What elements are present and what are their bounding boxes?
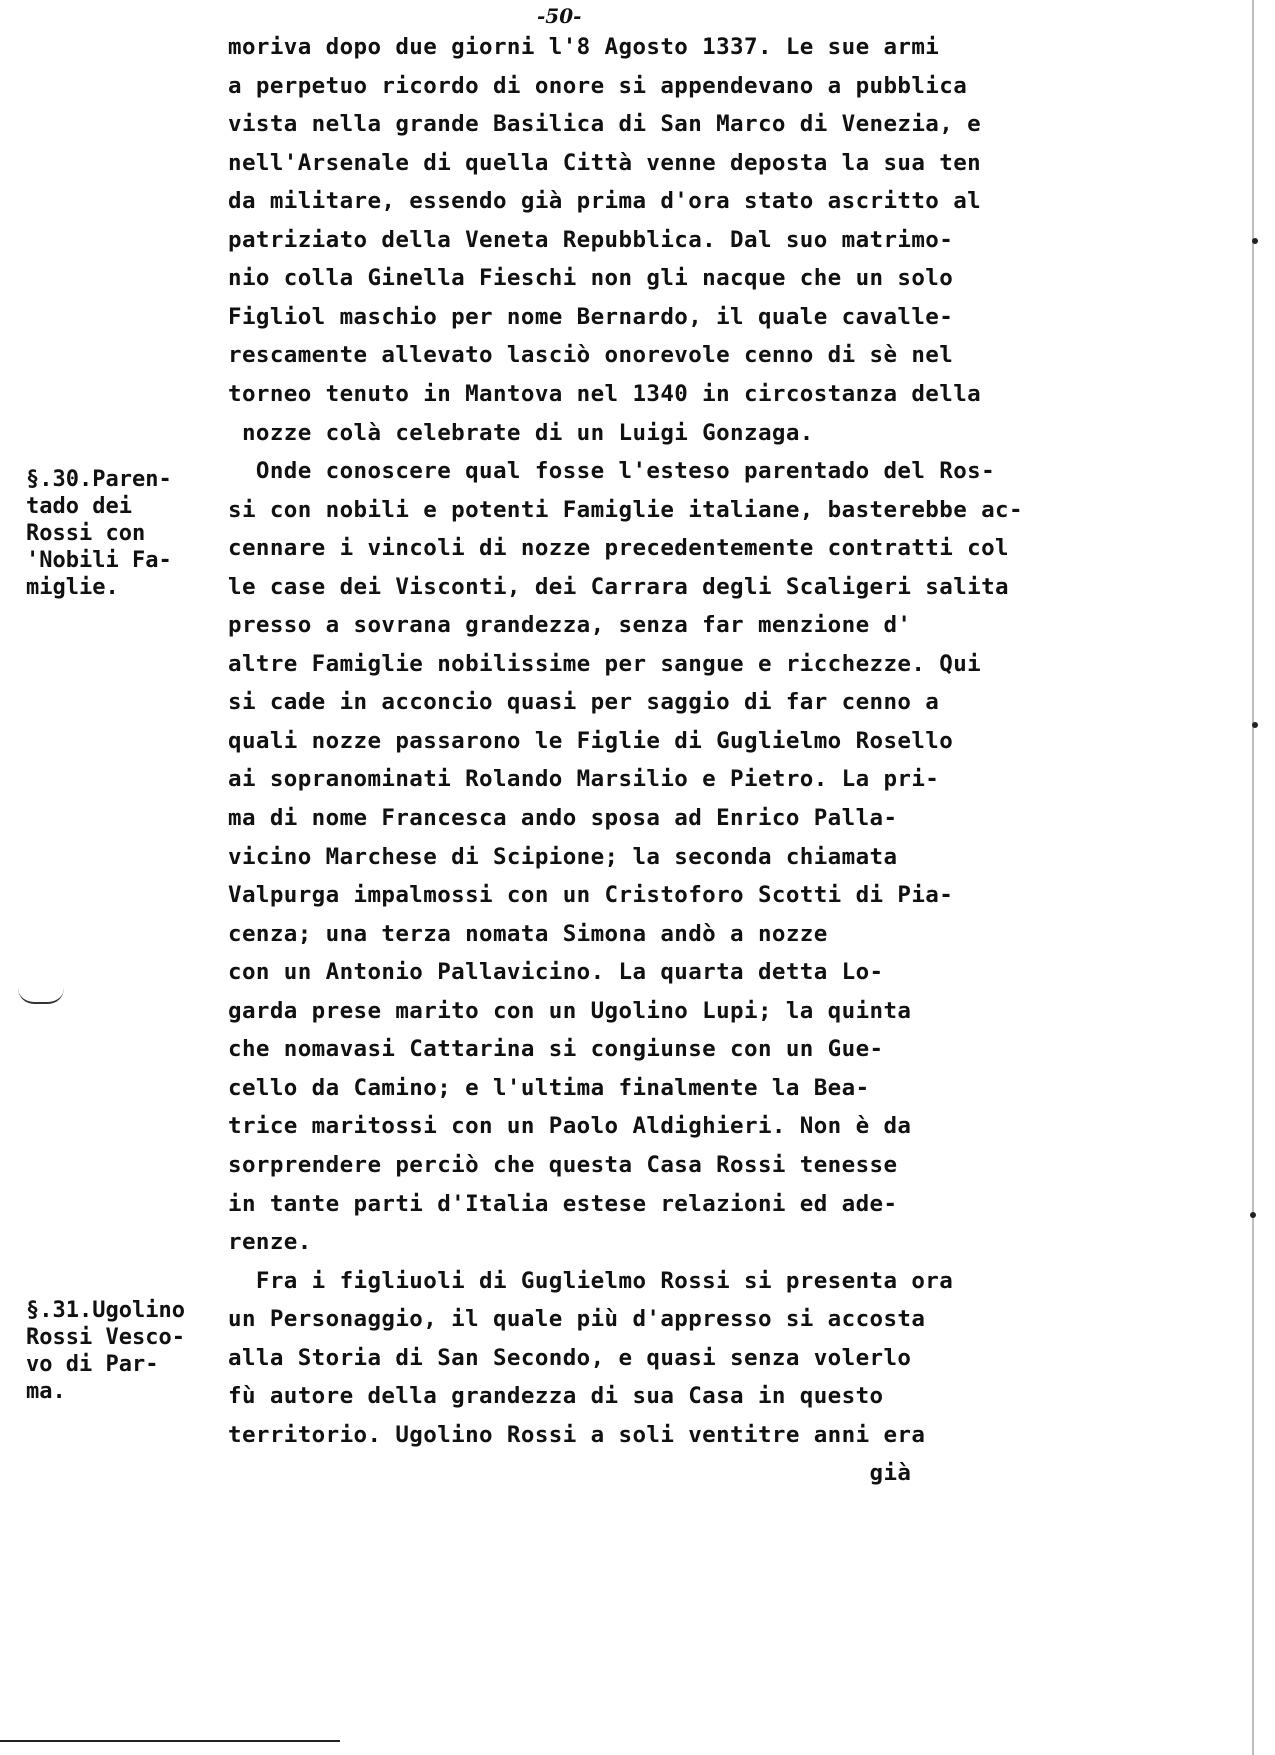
body-line: trice maritossi con un Paolo Aldighieri. Non è da [228, 1113, 912, 1140]
body-line: cello da Camino; e l'ultima finalmente la Bea- [228, 1074, 870, 1101]
scan-mark [18, 988, 64, 1004]
body-line: territorio. Ugolino Rossi a soli ventitre anni era [228, 1421, 926, 1448]
body-line: Onde conoscere qual fosse l'esteso parentado del Ros- [228, 458, 996, 485]
body-line: in tante parti d'Italia estese relazioni ed ade- [228, 1190, 898, 1217]
body-line: a perpetuo ricordo di onore si appendevano a pubblica [228, 72, 968, 99]
body-line: vicino Marchese di Scipione; la seconda chiamata [228, 843, 898, 870]
body-line: altre Famiglie nobilissime per sangue e ricchezze. Qui [228, 650, 982, 677]
body-line: cennare i vincoli di nozze precedentemente contratti col [228, 535, 1009, 562]
body-line: Figliol maschio per nome Bernardo, il quale cavalle- [228, 303, 954, 330]
scan-edge-line [1252, 0, 1254, 1755]
body-line: ma di nome Francesca ando sposa ad Enrico Palla- [228, 805, 898, 831]
body-line: cenza; una terza nomata Simona andò a nozze [228, 920, 828, 947]
body-line: fù autore della grandezza di sua Casa in questo [228, 1383, 884, 1410]
page-number: -50- [537, 4, 582, 28]
body-line: Fra i figliuoli di Guglielmo Rossi si presenta ora [228, 1267, 954, 1294]
body-line: patriziato della Veneta Repubblica. Dal suo matrimo- [228, 226, 954, 253]
margin-note-paragraph-30: §.30.Paren- tado dei Rossi con 'Nobili Fa- miglie. [26, 467, 172, 600]
body-line: nio colla Ginella Fieschi non gli nacque che un solo [228, 265, 954, 292]
margin-note-paragraph-31: §.31.Ugolino Rossi Vesco- vo di Par- ma. [26, 1298, 185, 1404]
body-line: vista nella grande Basilica di San Marco di Venezia, e [228, 111, 982, 138]
body-line: sorprendere perciò che questa Casa Rossi tenesse [228, 1151, 898, 1178]
body-line: si cade in acconcio quasi per saggio di far cenno a [228, 689, 940, 716]
body-line: quali nozze passarono le Figlie di Guglielmo Rosello [228, 727, 954, 754]
scan-mark [1250, 1212, 1256, 1218]
body-line: alla Storia di San Secondo, e quasi senza volerlo [228, 1344, 912, 1371]
scan-mark [1252, 722, 1258, 728]
body-line: che nomavasi Cattarina si congiunse con un Gue- [228, 1036, 884, 1063]
body-line: nell'Arsenale di quella Città venne deposta la sua ten [228, 149, 982, 176]
body-line: si con nobili e potenti Famiglie italiane, basterebbe ac- [228, 496, 1023, 523]
body-line: garda prese marito con un Ugolino Lupi; la quinta [228, 997, 912, 1024]
body-line: le case dei Visconti, dei Carrara degli Scaligeri salita [228, 573, 1009, 600]
body-line: ai sopranominati Rolando Marsilio e Pietro. La pri- [228, 766, 940, 793]
body-line: Valpurga impalmossi con un Cristoforo Scotti di Pia- [228, 882, 954, 909]
scan-mark [1252, 238, 1258, 244]
bottom-rule [0, 1740, 340, 1742]
body-line: moriva dopo due giorni l'8 Agosto 1337. Le sue armi [228, 34, 940, 60]
body-line: renze. [228, 1229, 312, 1256]
body-line: un Personaggio, il quale più d'appresso si accosta [228, 1306, 926, 1333]
body-line: rescamente allevato lasciò onorevole cenno di sè nel [228, 342, 954, 369]
body-line: torneo tenuto in Mantova nel 1340 in circostanza della [228, 380, 982, 407]
body-line: con un Antonio Pallavicino. La quarta detta Lo- [228, 959, 884, 986]
body-line: da militare, essendo già prima d'ora stato ascritto al [228, 188, 982, 215]
body-line: già [228, 1460, 912, 1487]
body-line: nozze colà celebrate di un Luigi Gonzaga. [228, 419, 814, 446]
body-line: presso a sovrana grandezza, senza far menzione d' [228, 612, 912, 639]
